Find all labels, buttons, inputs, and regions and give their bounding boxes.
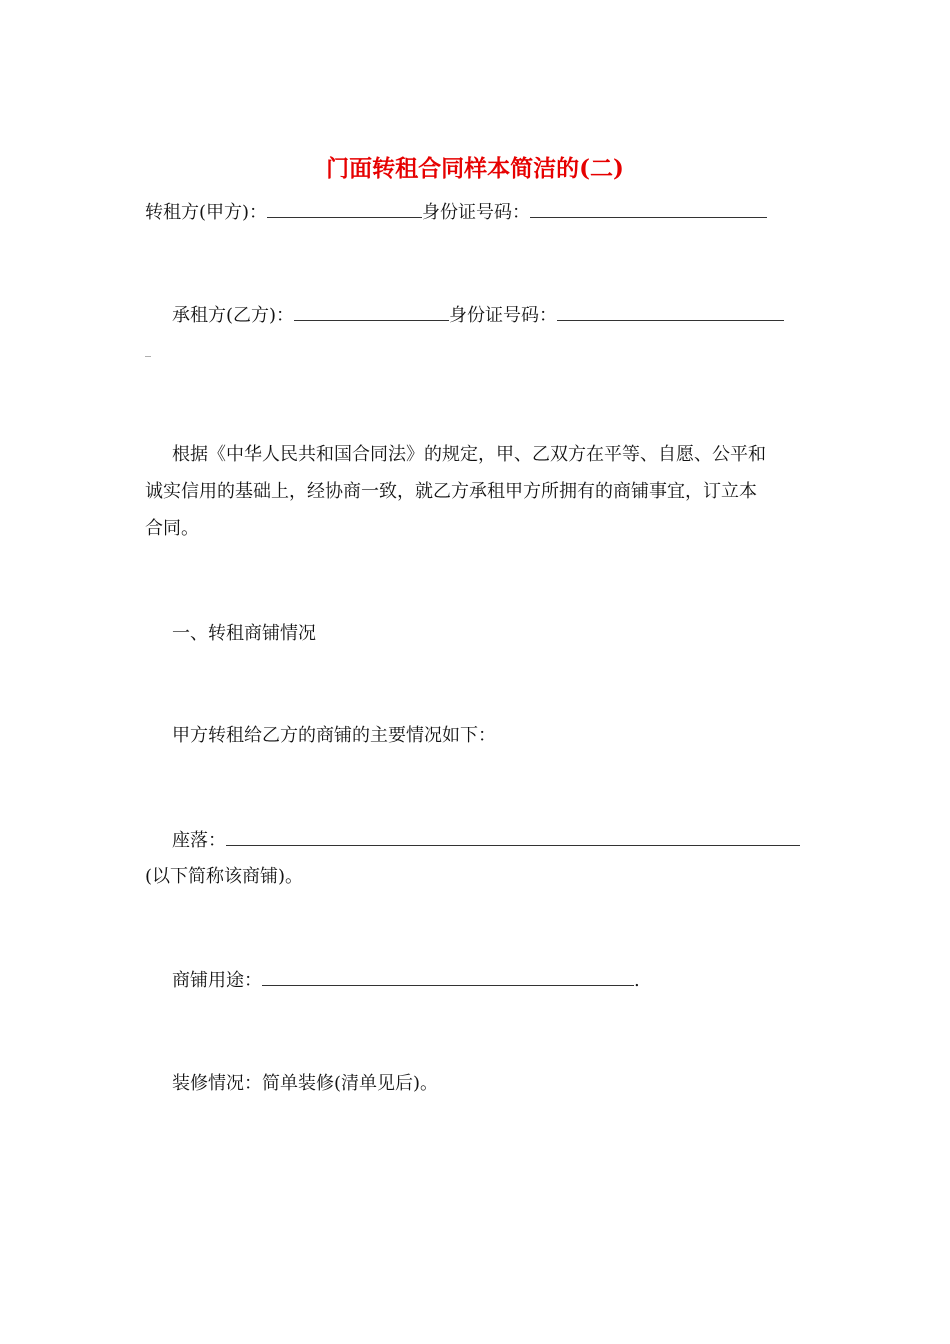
intro-line-3: 合同。 bbox=[145, 518, 199, 539]
location-blank bbox=[226, 827, 800, 846]
usage-label: 商铺用途： bbox=[172, 970, 262, 991]
lessee-trailing-mark: _ bbox=[145, 343, 151, 357]
lessee-id-label: 身份证号码： bbox=[449, 305, 558, 326]
document-title: 门面转租合同样本简洁的(二) bbox=[326, 155, 624, 182]
sublessor-label: 转租方(甲方)： bbox=[145, 202, 268, 223]
usage-line bbox=[172, 967, 640, 994]
location-label: 座落： bbox=[172, 830, 226, 851]
section1-intro: 甲方转租给乙方的商铺的主要情况如下： bbox=[172, 725, 496, 746]
lessee-label: 承租方(乙方)： bbox=[172, 305, 295, 326]
location-note: (以下简称该商铺)。 bbox=[145, 866, 304, 887]
intro-line-2: 诚实信用的基础上，经协商一致，就乙方承租甲方所拥有的商铺事宜，订立本 bbox=[145, 481, 757, 502]
usage-end: . bbox=[634, 970, 640, 991]
renovation-line: 装修情况：简单装修(清单见后)。 bbox=[172, 1073, 439, 1094]
usage-blank bbox=[262, 967, 634, 986]
lessee-name-blank bbox=[294, 302, 449, 321]
intro-line-1: 根据《中华人民共和国合同法》的规定，甲、乙双方在平等、自愿、公平和 bbox=[172, 444, 766, 465]
lessee-id-blank bbox=[557, 302, 784, 321]
lessee-line bbox=[172, 302, 784, 329]
sublessor-id-label: 身份证号码： bbox=[422, 202, 531, 223]
sublessor-id-blank bbox=[530, 199, 767, 218]
location-line bbox=[172, 827, 800, 854]
section1-heading: 一、转租商铺情况 bbox=[172, 623, 316, 644]
sublessor-name-blank bbox=[267, 199, 422, 218]
sublessor-line bbox=[145, 199, 767, 226]
